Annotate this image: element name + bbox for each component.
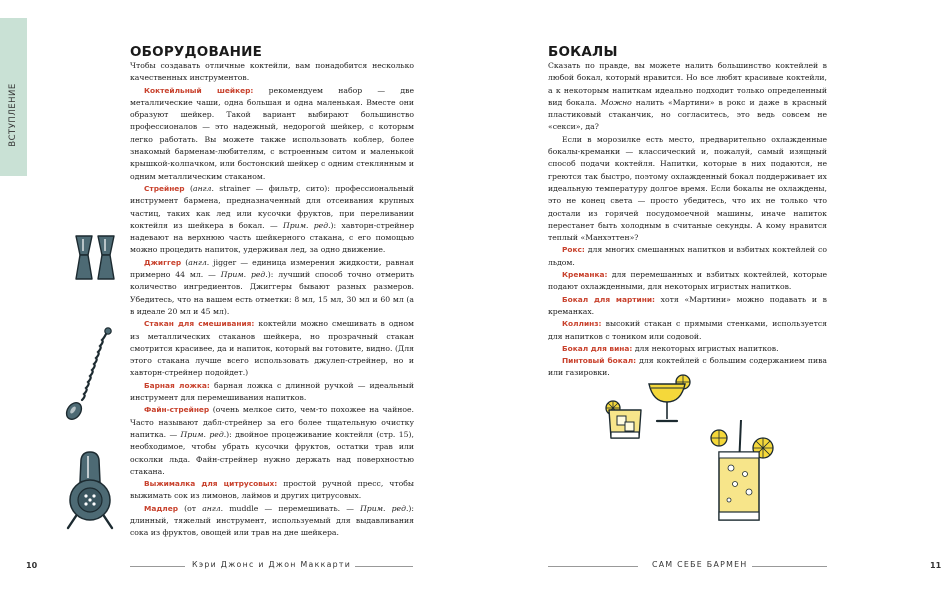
term-label: Рокс:: [562, 245, 585, 255]
right-page-column: [548, 44, 827, 380]
term-rocks: Рокс: для многих смешанных напитков и взбитых коктейлей со льдом.: [548, 245, 827, 267]
term-label: Бокал для мартини:: [562, 294, 655, 304]
rocks-glass-icon: [603, 398, 647, 440]
term-muddler: Мадлер (от англ. muddle — перемешивать. — Прим. ред.): длинный, тяжелый инструмент, используемый для выдавливания сока из фруктов, овощей или трав на дне шейкера.: [130, 503, 414, 538]
term-label: Джиггер: [144, 257, 182, 267]
left-page-column: [130, 44, 414, 540]
citrus-press-icon: [62, 448, 118, 530]
term-label: Коллинз:: [562, 319, 602, 329]
jigger-icon: [72, 233, 120, 283]
term-mixing-glass: Стакан для смешивания: коктейли можно смешивать в одном из металлических стаканов шейкера, но прозрачный стакан смотрится красивее, да и напиток, который вы готовите, видно. (Для этого стакана лучше всего использовать джулеп-стрейнер, но и хавторн-стрейнер подойдет.): [130, 319, 414, 378]
section-side-tab: [0, 18, 27, 176]
term-strainer: Стрейнер (англ. strainer — фильтр, сито): профессиональный инструмент бармена, предназначенный для отсеивания крупных частиц, таких как лед или кусочки фруктов, при переливании коктейля из шейкера в бокал. — Прим. ред.): хавторн-стрейнер надевают на верхнюю часть шейкерного стакана, с его помощью можно процедить напиток, удерживая лед, за одно движение.: [130, 183, 415, 255]
intro-paragraph: Чтобы создавать отличные коктейли, вам понадобится несколько качественных инструментов.: [130, 61, 414, 83]
term-collins: Коллинз: высокий стакан с прямыми стенками, используется для напитков с тоником или содовой.: [548, 319, 827, 341]
running-head-left: Кэри Джонс и Джон Маккарти: [192, 560, 352, 569]
paragraph-chilled: Если в морозилке есть место, предварительно охлажденные бокалы-креманки — классический и, пожалуй, самый изящный способ подачи коктейля. Напитки, которые в них подаются, не греются так быстро, поэтому охлажденный бокал поддерживает их идеальную температуру долгое время. Если бокалы не охлаждены, это не конец света — просто убедитесь, что их не только что достали из горячей посудомоечной машины, иначе напиток перестанет быть холодным в считаные секунды. А кому нравится теплый «Манхэттен»?: [548, 134, 827, 243]
term-fine-strainer: Файн-стрейнер (очень мелкое сито, чем-то похожее на чайное. Часто называют дабл-стрейнер за его более тщательную очистку напитка. — Прим. ред.): двойное процеживание коктейля (стр. 15), необходимое, чтобы убрать кусочки фруктов, остатки трав или осколки льда. Файн-стрейнер нужно держать над поверхностью стакана.: [130, 405, 414, 476]
footer-rule-right-b: [752, 566, 827, 567]
term-martini-glass: Бокал для мартини: хотя «Мартини» можно подавать и в креманках.: [548, 294, 828, 316]
term-label: Стрейнер: [144, 183, 185, 193]
term-citrus-press: Выжималка для цитрусовых: простой ручной пресс, чтобы выжимать сок из лимонов, лаймов и других цитрусовых.: [130, 479, 414, 501]
page-number-left: 10: [26, 561, 38, 570]
term-label: Стакан для смешивания:: [144, 319, 255, 329]
term-label: Коктейльный шейкер:: [144, 85, 254, 95]
page-number-right: 11: [930, 561, 942, 570]
term-wine-glass: Бокал для вина: для некоторых игристых напитков.: [562, 343, 779, 353]
bar-spoon-icon: [60, 325, 120, 425]
footer-rule-right-a: [548, 566, 638, 567]
running-head-right: САМ СЕБЕ БАРМЕН: [652, 560, 748, 569]
term-bar-spoon: Барная ложка: барная ложка с длинной ручкой — идеальный инструмент для перемешивания напитков.: [130, 380, 414, 403]
term-jigger: Джиггер (англ. jigger — единица измерения жидкости, равная примерно 44 мл. — Прим. ред.): лучший способ точно отмерить количество ингредиентов. Джиггеры бывают разных размеров. Убедитесь, что на вашем есть отметки: 8 мл, 15 мл, 30 мл и 60 мл (а в идеале 20 мл и 45 мл).: [130, 257, 415, 316]
term-label: Креманка:: [562, 270, 608, 280]
coupe-glass-icon: [645, 372, 693, 426]
term-label: Файн-стрейнер: [144, 405, 210, 415]
footer-rule-left-b: [355, 566, 413, 567]
term-pint-glass: Пинтовый бокал: для коктейлей с большим содержанием пива или газировки.: [548, 356, 827, 378]
term-label: Бокал для вина:: [562, 343, 633, 353]
term-label: Мадлер: [144, 503, 179, 513]
footer-rule-left-a: [130, 566, 185, 567]
paragraph-intro: Сказать по правде, вы можете налить большинство коктейлей в любой бокал, который нравится. Но все любят красивые коктейли, а к некоторым напиткам идеально подходит только определенный вид бокала. Можно налить «Мартини» в рокс и даже в красный пластиковый стаканчик, но согласитесь, это ведь совсем не «секси», да?: [548, 61, 827, 132]
term-label: Выжималка для цитрусовых:: [144, 479, 278, 489]
page-title-glasses: БОКАЛЫ: [548, 44, 618, 60]
section-label: ВСТУПЛЕНИЕ: [8, 83, 18, 147]
page-title-equipment: ОБОРУДОВАНИЕ: [130, 44, 263, 60]
term-coupe: Креманка: для перемешанных и взбитых коктейлей, которые подают охлажденными, для некоторых игристых напитков.: [548, 270, 827, 292]
term-label: Пинтовый бокал:: [562, 356, 637, 366]
term-label: Барная ложка:: [144, 380, 210, 390]
collins-glass-icon: [705, 418, 775, 526]
term-shaker: Коктейльный шейкер: рекомендуем набор — две металлические чаши, одна большая и одна маленькая. Вместе они образуют шейкер. Такой вариант выбирают большинство профессионалов — это надежный, недорогой шейкер, с которым легко работать. Вы можете также использовать коблер, более знакомый барменам-любителям, с встроенным ситом и маленькой крышкой-колпачком, или бостонский шейкер с одним стеклянным и одним металлическим стаканом.: [130, 85, 414, 181]
